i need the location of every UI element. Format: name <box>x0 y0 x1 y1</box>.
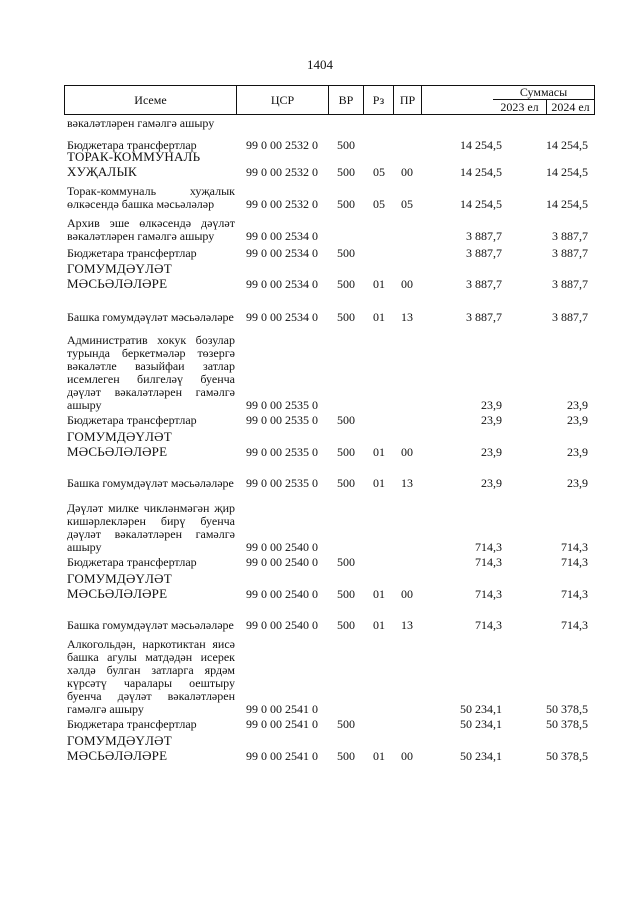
row-sum-2023: 50 234,1 <box>460 749 502 763</box>
row-vr: 500 <box>337 277 355 291</box>
row-sum-2023: 14 254,5 <box>460 165 502 179</box>
row-csr: 99 0 00 2534 0 <box>246 310 318 324</box>
row-name: ГОМУМДӘҮЛӘТ МӘСЬӘЛӘЛӘРЕ <box>67 733 172 763</box>
row-name: Бюджетара трансфертлар <box>67 413 197 427</box>
row-sum-2024: 50 378,5 <box>546 717 588 731</box>
row-pr: 13 <box>401 476 413 490</box>
row-name: Бюджетара трансфертлар <box>67 246 197 260</box>
header-year-2023: 2023 ел <box>493 100 547 114</box>
page-number: 1404 <box>307 57 333 72</box>
row-sum-2024: 14 254,5 <box>546 197 588 211</box>
row-vr: 500 <box>337 413 355 427</box>
row-name: ГОМУМДӘҮЛӘТ МӘСЬӘЛӘЛӘРЕ <box>67 261 172 291</box>
row-vr: 500 <box>337 717 355 731</box>
row-sum-2023: 714,3 <box>475 618 502 632</box>
row-name: ГОМУМДӘҮЛӘТ МӘСЬӘЛӘЛӘРЕ <box>67 429 172 459</box>
row-sum-2024: 23,9 <box>567 476 588 490</box>
row-vr: 500 <box>337 618 355 632</box>
row-vr: 500 <box>337 445 355 459</box>
row-sum-2023: 3 887,7 <box>466 277 502 291</box>
table-row <box>0 115 640 130</box>
row-sum-2023: 3 887,7 <box>466 246 502 260</box>
table-row <box>0 601 640 632</box>
row-name: Архив эше өлкәсендә дәүләт вәкаләтләрен гамәлгә ашыру <box>67 216 235 243</box>
row-pr: 00 <box>401 165 413 179</box>
row-rz: 01 <box>373 749 385 763</box>
row-pr: 13 <box>401 310 413 324</box>
row-name: Бюджетара трансфертлар <box>67 555 197 569</box>
header-rz: Рз <box>364 86 394 114</box>
table-row <box>0 243 640 260</box>
row-vr: 500 <box>337 555 355 569</box>
row-sum-2023: 23,9 <box>481 398 502 412</box>
row-name: вәкаләтләрен гамәлгә ашыру <box>67 116 215 130</box>
row-csr: 99 0 00 2541 0 <box>246 749 318 763</box>
row-csr: 99 0 00 2532 0 <box>246 165 318 179</box>
row-vr: 500 <box>337 587 355 601</box>
table-row <box>0 211 640 243</box>
table-row <box>0 324 640 412</box>
row-csr: 99 0 00 2534 0 <box>246 277 318 291</box>
table-row <box>0 554 640 569</box>
row-vr: 500 <box>337 476 355 490</box>
row-rz: 01 <box>373 476 385 490</box>
row-sum-2023: 714,3 <box>475 540 502 554</box>
row-csr: 99 0 00 2535 0 <box>246 398 318 412</box>
row-vr: 500 <box>337 138 355 152</box>
row-csr: 99 0 00 2532 0 <box>246 197 318 211</box>
row-name: Башка гомумдәүләт мәсьәләләре <box>67 476 234 490</box>
row-sum-2024: 14 254,5 <box>546 165 588 179</box>
row-sum-2024: 714,3 <box>561 540 588 554</box>
row-sum-2023: 714,3 <box>475 587 502 601</box>
row-sum-2023: 23,9 <box>481 445 502 459</box>
table-row <box>0 291 640 324</box>
row-sum-2024: 3 887,7 <box>552 229 588 243</box>
header-pr: ПР <box>394 86 422 114</box>
row-sum-2023: 714,3 <box>475 555 502 569</box>
row-csr: 99 0 00 2541 0 <box>246 717 318 731</box>
table-header <box>64 85 595 115</box>
row-csr: 99 0 00 2540 0 <box>246 555 318 569</box>
header-sums: Суммасы <box>493 86 594 100</box>
row-csr: 99 0 00 2540 0 <box>246 540 318 554</box>
row-csr: 99 0 00 2540 0 <box>246 618 318 632</box>
row-csr: 99 0 00 2541 0 <box>246 702 318 716</box>
row-sum-2023: 50 234,1 <box>460 702 502 716</box>
row-pr: 00 <box>401 277 413 291</box>
row-rz: 01 <box>373 445 385 459</box>
header-year-2024: 2024 ел <box>551 99 590 114</box>
row-name: Административ хокук бозулар турында беркетмәләр төзергә вәкаләтле вазыйфаи затлар исемлеген билгеләү буенча дәүләт вәкаләтләрен гамәлгә ашыру <box>67 333 235 412</box>
row-name: ТОРАК-КОММУНАЛЬ ХУҖАЛЫК <box>67 149 201 179</box>
row-sum-2023: 23,9 <box>481 413 502 427</box>
row-rz: 01 <box>373 310 385 324</box>
row-pr: 00 <box>401 749 413 763</box>
row-rz: 05 <box>373 197 385 211</box>
row-rz: 01 <box>373 277 385 291</box>
row-sum-2023: 14 254,5 <box>460 197 502 211</box>
row-name: ГОМУМДӘҮЛӘТ МӘСЬӘЛӘЛӘРЕ <box>67 571 172 601</box>
table-row <box>0 260 640 291</box>
row-sum-2023: 3 887,7 <box>466 229 502 243</box>
row-csr: 99 0 00 2534 0 <box>246 246 318 260</box>
row-sum-2024: 3 887,7 <box>552 246 588 260</box>
row-csr: 99 0 00 2535 0 <box>246 413 318 427</box>
row-rz: 01 <box>373 618 385 632</box>
row-pr: 00 <box>401 445 413 459</box>
row-sum-2024: 50 378,5 <box>546 749 588 763</box>
row-csr: 99 0 00 2535 0 <box>246 476 318 490</box>
row-pr: 13 <box>401 618 413 632</box>
row-vr: 500 <box>337 246 355 260</box>
row-name: Дәүләт милке чикләнмәгән җир кишәрлекләрен бирү буенча дәүләт вәкаләтләрен гамәлгә ашыру <box>67 501 235 554</box>
row-csr: 99 0 00 2535 0 <box>246 445 318 459</box>
header-csr: ЦСР <box>237 86 329 114</box>
row-csr: 99 0 00 2540 0 <box>246 587 318 601</box>
row-sum-2023: 23,9 <box>481 476 502 490</box>
row-vr: 500 <box>337 197 355 211</box>
row-pr: 00 <box>401 587 413 601</box>
table-row <box>0 179 640 211</box>
table-row <box>0 569 640 601</box>
row-sum-2024: 14 254,5 <box>546 138 588 152</box>
header-vr: ВР <box>329 86 364 114</box>
row-pr: 05 <box>401 197 413 211</box>
row-sum-2024: 3 887,7 <box>552 310 588 324</box>
table-row <box>0 459 640 490</box>
row-name: Торак-коммуналь хуҗалык өлкәсендә башка мәсьәләләр <box>67 184 235 211</box>
row-vr: 500 <box>337 165 355 179</box>
row-rz: 01 <box>373 587 385 601</box>
row-name: Башка гомумдәүләт мәсьәләләре <box>67 310 234 324</box>
row-name: Алкогольдән, наркотиктан яисә башка агулы матдәдән исерек хәлдә булган затларга ярдәм күрсәтү чаралары оештыру буенча дәүләт вәкаләтләрен гамәлгә ашыру <box>67 637 235 716</box>
table-row <box>0 731 640 763</box>
table-row <box>0 149 640 179</box>
row-vr: 500 <box>337 310 355 324</box>
table-row <box>0 632 640 716</box>
row-sum-2024: 714,3 <box>561 587 588 601</box>
row-rz: 05 <box>373 165 385 179</box>
table-row <box>0 490 640 554</box>
row-sum-2024: 23,9 <box>567 445 588 459</box>
table-row <box>0 412 640 427</box>
row-sum-2024: 714,3 <box>561 618 588 632</box>
row-sum-2024: 23,9 <box>567 413 588 427</box>
header-name: Исеме <box>65 86 237 114</box>
row-sum-2023: 14 254,5 <box>460 138 502 152</box>
row-name: Башка гомумдәүләт мәсьәләләре <box>67 618 234 632</box>
row-sum-2024: 23,9 <box>567 398 588 412</box>
row-csr: 99 0 00 2532 0 <box>246 138 318 152</box>
table-row <box>0 716 640 731</box>
budget-table-body <box>0 115 640 763</box>
table-row <box>0 427 640 459</box>
row-name: Бюджетара трансфертлар <box>67 717 197 731</box>
row-sum-2024: 714,3 <box>561 555 588 569</box>
row-sum-2024: 50 378,5 <box>546 702 588 716</box>
row-sum-2023: 3 887,7 <box>466 310 502 324</box>
row-vr: 500 <box>337 749 355 763</box>
row-sum-2023: 50 234,1 <box>460 717 502 731</box>
row-sum-2024: 3 887,7 <box>552 277 588 291</box>
row-csr: 99 0 00 2534 0 <box>246 229 318 243</box>
row-name: Бюджетара трансфертлар <box>67 138 197 152</box>
